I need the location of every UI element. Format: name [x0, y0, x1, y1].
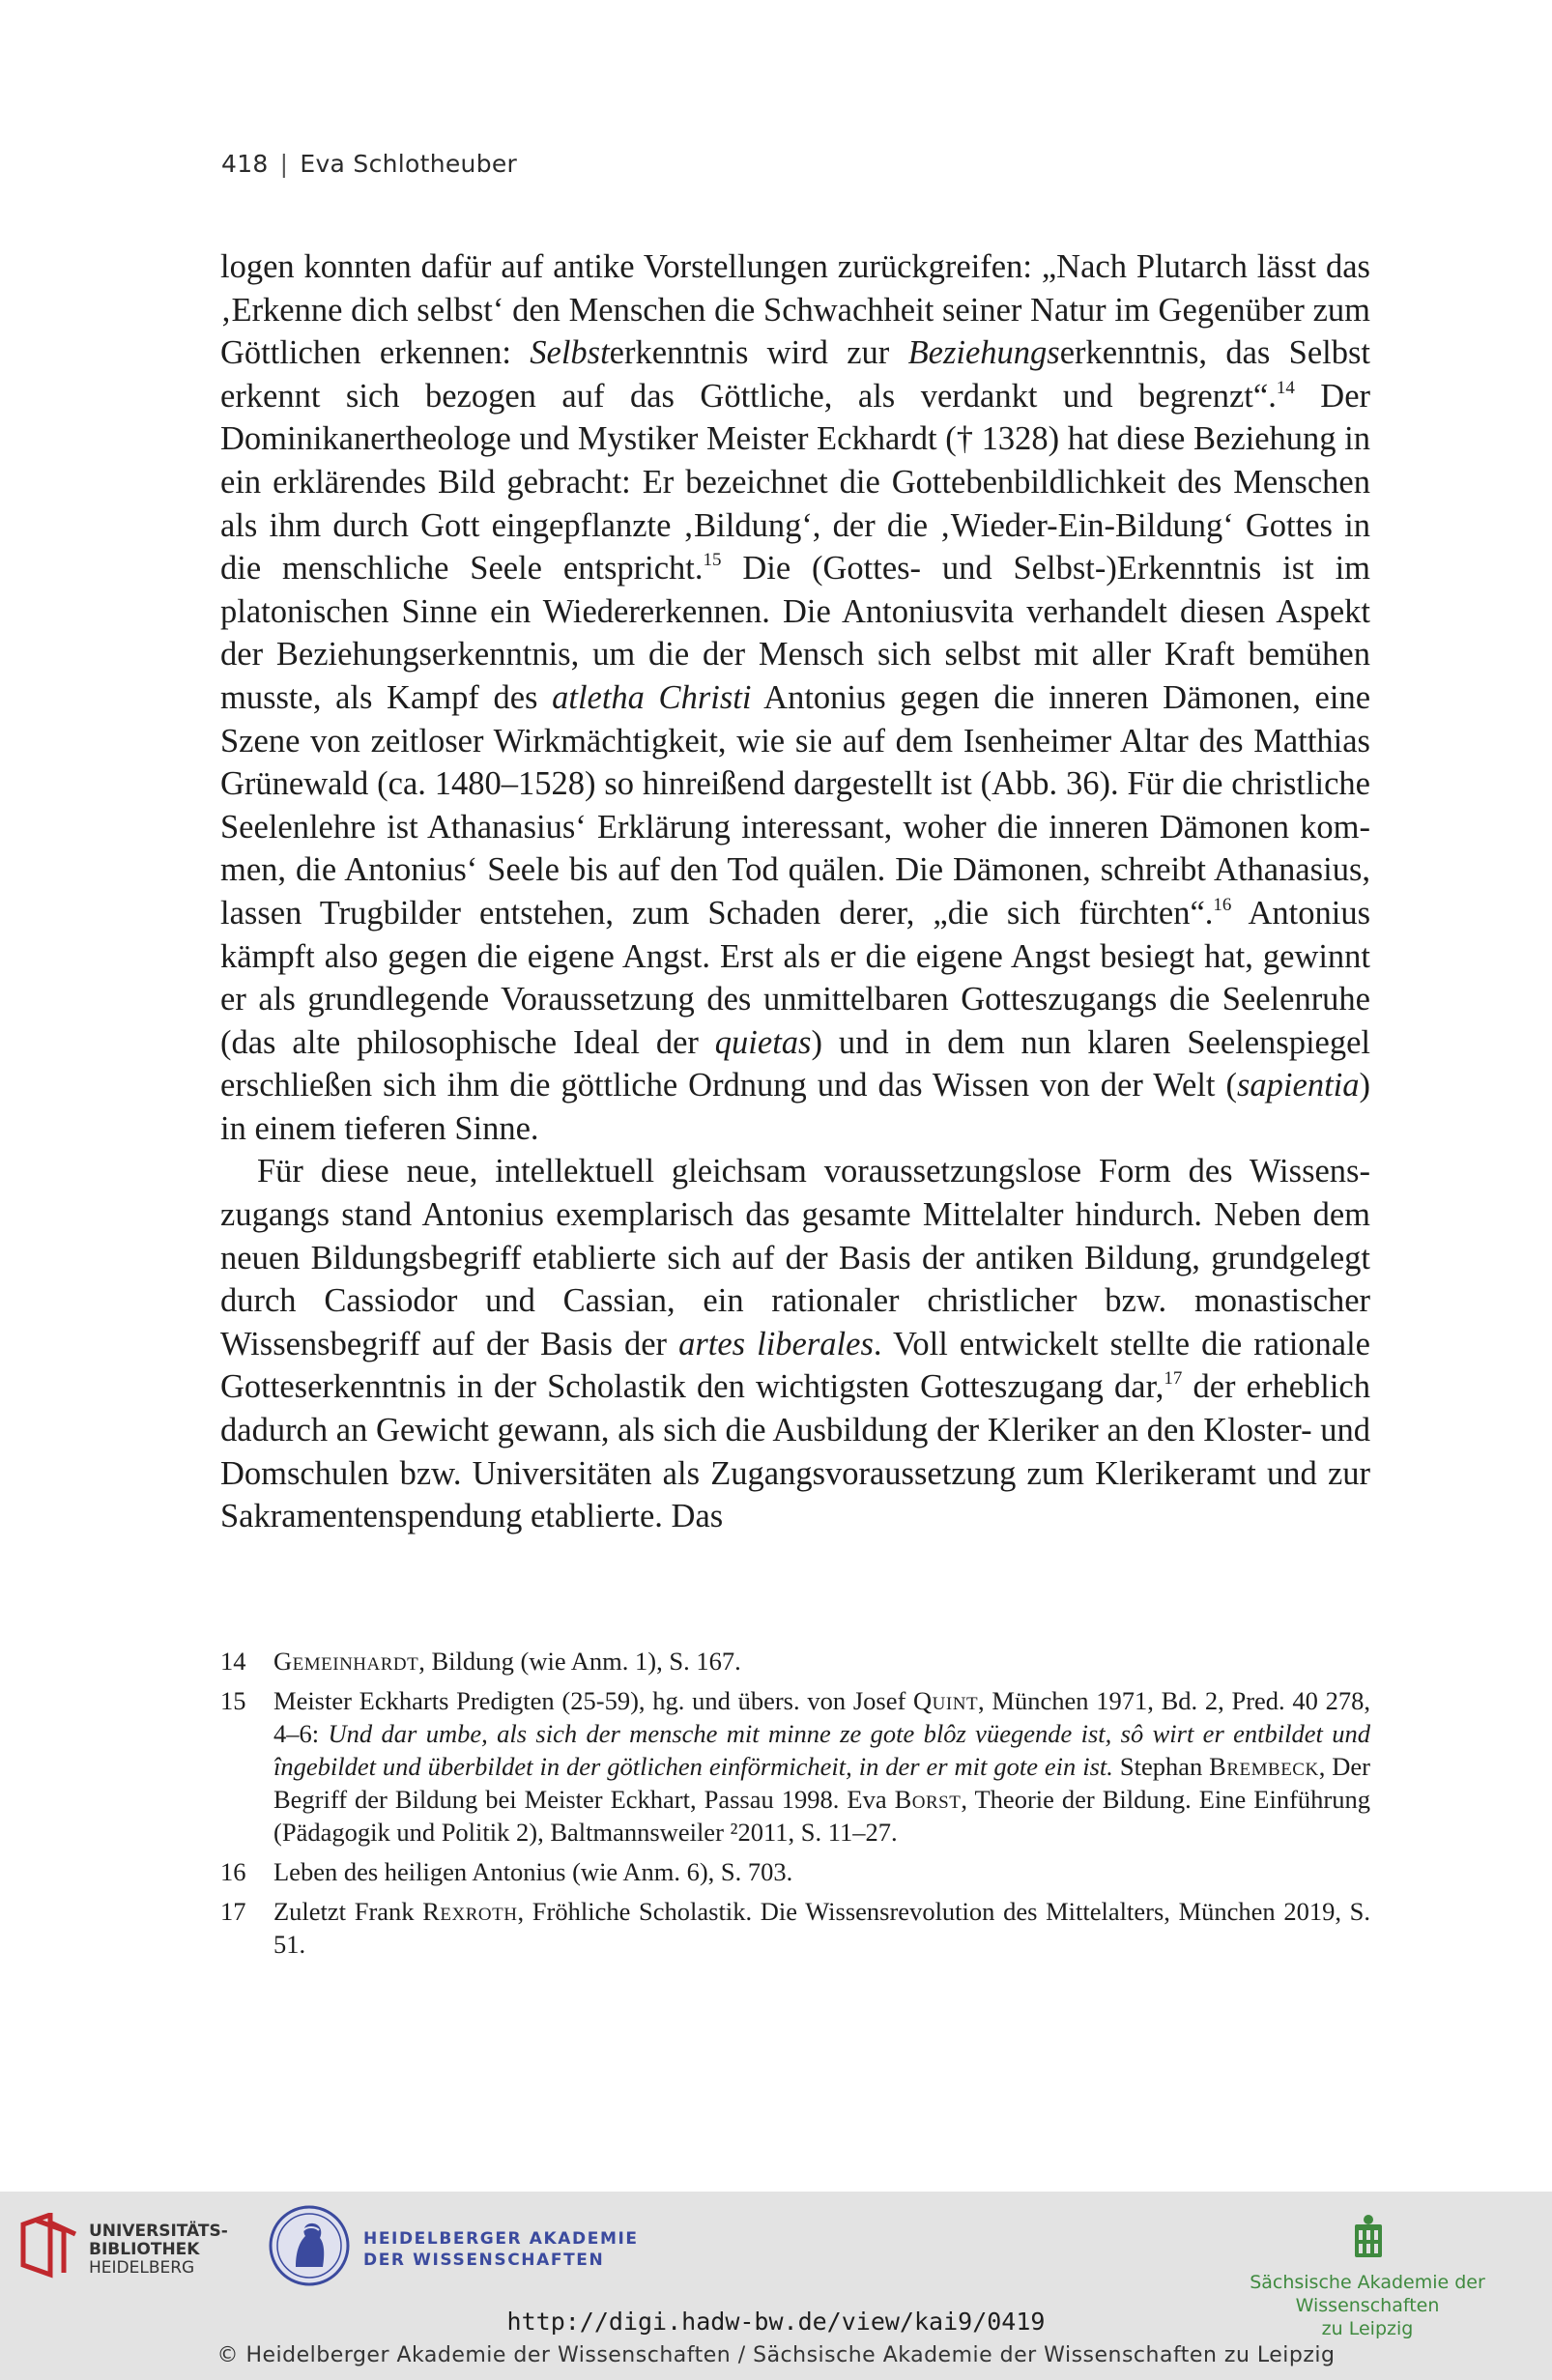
digitization-footer [0, 2192, 1552, 2380]
italic-run: artes liberales [678, 1325, 874, 1362]
italic-run: atletha Christi [552, 678, 752, 716]
footnote-text [273, 1645, 1370, 1677]
header-author: Eva Schlotheuber [300, 150, 518, 178]
text-run: , Der Begriff der Bildung bei Meister Eckhart, Passau 1998. Eva [273, 1752, 1370, 1814]
ub-line: UNIVERSITÄTS- [89, 2222, 228, 2241]
page-url-link[interactable]: http://digi.hadw-bw.de/view/kai9/0419 [506, 2308, 1046, 2336]
text-run: der erheblich dadurch an Gewicht gewann, als sich die Ausbildung der Kleriker an den Kloster- und Domschulen bzw. Universitäten als Zugangsvoraussetzung zum Klerikeramt und zur Sakramentenspendung etablierte. Das [220, 1368, 1370, 1535]
footnote-number: 16 [220, 1857, 246, 1886]
italic-run: Beziehungs [907, 334, 1060, 372]
text-run: Stephan [1112, 1752, 1210, 1781]
footnote-text [273, 1855, 1370, 1888]
text-run: Leben des heiligen Antonius (wie Anm. 6), S. 703. [273, 1857, 793, 1886]
saw-line: zu Leipzig [1321, 2318, 1414, 2339]
text-run: Antonius gegen die inneren Dämonen, eine Szene von zeitloser Wirkmächtigkeit, wie sie auf dem Isenheimer Altar des Matthias Grünewald (ca. 1480–1528) so hinreißend dargestellt ist (Abb. 36). Für die christliche Seelenlehre ist Athanasius‘ Erklärung interessant, woher die inneren Dämonen kommen, die Antonius‘ Seele bis auf den Tod quälen. Die Dämonen, schreibt Athanasius, lassen Trugbilder entstehen, zum Schaden derer, „die sich fürchten“. [220, 678, 1371, 932]
footnote-14 [220, 1645, 1370, 1677]
main-text [220, 245, 1370, 1538]
italic-quote: Und dar umbe, als sich der mensche mit minne ze gote blôz vüegende ist, sô wirt er entbildet und îngebildet und überbildet in der götlichen einförmicheit, in der er mit gote ein ist. [273, 1719, 1370, 1781]
running-header [221, 150, 517, 178]
text-run: logen konnten dafür auf antike Vorstellungen zurückgreifen: „Nach Plutarch lässt das ‚Erkenne dich selbst‘ den Menschen die Schwachheit seiner Natur im Gegenüber zum Göttlichen erkennen: [220, 248, 1370, 372]
author-name: Quint [913, 1686, 979, 1715]
saxon-academy-logo-icon[interactable] [1351, 2213, 1386, 2259]
text-run: erkenntnis, das Selbst erkennt sich bezogen auf das Göttliche, als verdankt und begrenzt“. [220, 334, 1370, 415]
text-run: , München 1971, Bd. 2, Pred. 40 278, 4–6: [273, 1686, 1371, 1748]
footnotes [220, 1645, 1370, 1967]
author-name: Brembeck [1209, 1752, 1319, 1781]
italic-run: Selbst [530, 334, 610, 372]
footnote-number: 14 [220, 1647, 246, 1676]
text-run: Der Dominikanertheologe und Mystiker Meister Eckhardt († 1328) hat diese Beziehung in ein erklärendes Bild gebracht: Er bezeichnet die Gottebenbildlichkeit des Menschen als ihm durch Gott eingepflanzte ‚Bildung‘, der die ‚Wieder-Ein-Bildung‘ Gottes in die menschliche Seele entspricht. [220, 377, 1370, 588]
paragraph-1 [220, 245, 1370, 1150]
text-run: Für diese neue, intellektuell gleichsam voraussetzungslose Form des Wissenszugangs stand Antonius exemplarisch das gesamte Mittelalter hindurch. Neben dem neuen Bildungsbegriff etablierte sich auf der Basis der antiken Bildung, grundgelegt durch Cassiodor und Cassian, ein rationaler christlicher bzw. monastischer Wissensbegriff auf der Basis der [220, 1153, 1370, 1362]
text-run: Zuletzt Frank [273, 1897, 423, 1926]
ub-line: HEIDELBERG [89, 2258, 195, 2278]
university-library-name[interactable] [89, 2222, 228, 2278]
footnote-ref-14[interactable]: 14 [1276, 377, 1295, 398]
text-run: ) und in dem nun klaren Seelenspiegel erschließen sich ihm die göttliche Ordnung und das Wissen von der Welt ( [220, 1023, 1371, 1104]
author-name: Rexroth [422, 1897, 518, 1926]
page-number: 418 [221, 150, 269, 178]
text-run: ) in einem tieferen Sinne. [220, 1067, 1370, 1147]
text-run: , Fröhliche Scholastik. Die Wissensrevolution des Mittelalters, München 2019, S. 51. [273, 1897, 1371, 1959]
text-run: , Bildung (wie Anm. 1), S. 167. [418, 1647, 741, 1676]
academy-name[interactable] [363, 2228, 639, 2271]
author-name: Gemeinhardt [273, 1647, 419, 1676]
italic-run: quietas [714, 1023, 812, 1061]
text-run: Meister Eckharts Predigten (25-59), hg. und übers. von Josef [273, 1686, 914, 1715]
header-separator: | [279, 150, 289, 178]
text-run: Die (Gottes- und Selbst-)Erkenntnis ist im platonischen Sinne ein Wiedererkennen. Die Antoniusvita verhandelt diesen Aspekt der Beziehungserkenntnis, um die der Mensch sich selbst mit aller Kraft bemühen musste, als Kampf des [220, 550, 1370, 716]
university-library-logo-icon[interactable] [15, 2213, 83, 2280]
footnote-17 [220, 1895, 1370, 1961]
paragraph-2 [220, 1150, 1370, 1537]
italic-run: sapientia [1237, 1067, 1360, 1104]
footnote-16 [220, 1855, 1370, 1888]
author-name: Borst [894, 1785, 962, 1814]
text-run: erkenntnis wird zur [609, 334, 908, 372]
text-run: , Theorie der Bildung. Eine Einführung (Pädagogik und Politik 2), Baltmannsweiler ²2011, S. 11–27. [273, 1785, 1371, 1847]
text-run: Antonius kämpft also gegen die eigene Angst. Erst als er die eigene Angst besiegt hat, gewinnt er als grundlegende Voraussetzung des unmittelbaren Gotteszugangs die Seelenruhe (das alte philosophische Ideal der [220, 894, 1371, 1061]
footnote-ref-16[interactable]: 16 [1213, 894, 1232, 915]
footnote-ref-17[interactable]: 17 [1164, 1368, 1183, 1390]
academy-seal-icon[interactable] [267, 2203, 352, 2288]
text-run: . Voll entwickelt stellte die rationale Gotteserkenntnis in der Scholastik den wichtigsten Gotteszugang dar, [220, 1325, 1370, 1406]
footnote-text [273, 1684, 1370, 1849]
copyright-notice: © Heidelberger Akademie der Wissenschaften / Sächsische Akademie der Wissenschaften zu Leipzig [216, 2343, 1336, 2367]
footnote-number: 15 [220, 1686, 246, 1715]
academy-line: DER WISSENSCHAFTEN [363, 2251, 605, 2270]
saw-line: Sächsische Akademie der Wissenschaften [1250, 2272, 1485, 2316]
footnote-ref-15[interactable]: 15 [703, 549, 722, 570]
footnote-15 [220, 1684, 1370, 1849]
footnote-text [273, 1895, 1370, 1961]
footnote-number: 17 [220, 1897, 246, 1926]
academy-line: HEIDELBERGER AKADEMIE [363, 2229, 639, 2249]
ub-line: BIBLIOTHEK [89, 2240, 200, 2259]
